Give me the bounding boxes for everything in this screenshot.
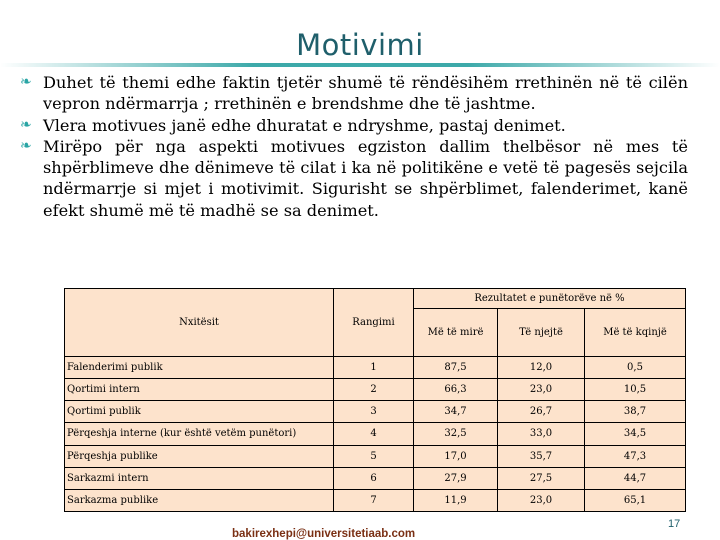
- value-cell: 44,7: [585, 467, 686, 489]
- header-factor: Nxitësit: [65, 289, 334, 357]
- table-row: [65, 489, 686, 511]
- factor-cell: Falenderimi publik: [65, 357, 334, 379]
- value-cell: 34,7: [414, 401, 498, 423]
- value-cell: 12,0: [498, 357, 585, 379]
- value-cell: 47,3: [585, 445, 686, 467]
- title-underline: [0, 63, 720, 67]
- value-cell: 27,9: [414, 467, 498, 489]
- factor-cell: Sarkazmi intern: [65, 467, 334, 489]
- results-table: [64, 288, 686, 512]
- value-cell: 87,5: [414, 357, 498, 379]
- value-cell: 27,5: [498, 467, 585, 489]
- value-cell: 65,1: [585, 489, 686, 511]
- value-cell: 35,7: [498, 445, 585, 467]
- value-cell: 17,0: [414, 445, 498, 467]
- value-cell: 23,0: [498, 489, 585, 511]
- value-cell: 10,5: [585, 379, 686, 401]
- table-row: [65, 467, 686, 489]
- value-cell: 26,7: [498, 401, 585, 423]
- bullet-icon: ❧: [20, 137, 32, 154]
- value-cell: 34,5: [585, 423, 686, 445]
- value-cell: 32,5: [414, 423, 498, 445]
- bullet-text: Vlera motivues janë edhe dhuratat e ndryshme, pastaj denimet.: [43, 115, 566, 135]
- header-rank: Rangimi: [334, 289, 414, 357]
- page-number: 17: [668, 518, 681, 530]
- factor-cell: Përqeshja publike: [65, 445, 334, 467]
- bullet-item: [16, 115, 688, 136]
- bullet-item: [16, 72, 688, 115]
- value-cell: 66,3: [414, 379, 498, 401]
- value-cell: 38,7: [585, 401, 686, 423]
- factor-cell: Qortimi publik: [65, 401, 334, 423]
- bullet-list: [16, 72, 688, 221]
- bullet-text: Duhet të themi edhe faktin tjetër shumë të rëndësihëm rrethinën në të cilën vepron ndërmarrja ; rrethinën e brendshme dhe të jashtme.: [43, 73, 688, 114]
- footer-email: bakirexhepi@universitetiaab.com: [232, 528, 416, 540]
- table-row: [65, 401, 686, 423]
- table-row: [65, 379, 686, 401]
- value-cell: 0,5: [585, 357, 686, 379]
- rank-cell: 7: [334, 489, 414, 511]
- bullet-icon: ❧: [20, 74, 32, 90]
- rank-cell: 4: [334, 423, 414, 445]
- header-better: Më të mirë: [414, 309, 498, 357]
- header-results-group: Rezultatet e punëtorëve në %: [414, 289, 686, 309]
- factor-cell: Qortimi intern: [65, 379, 334, 401]
- bullet-text: Mirëpo për nga aspekti motivues egziston dallim thelbësor në mes të shpërblimeve dhe dënimeve të cilat i ka në politikëne e vetë të pagesës sejcila ndërmarrje si mjet i motivimit. Sigurisht se shpërblimet, falenderimet, kanë efekt shumë më të madhë se sa denimet.: [43, 136, 688, 220]
- header-worse: Më të kqinjë: [585, 309, 686, 357]
- value-cell: 11,9: [414, 489, 498, 511]
- rank-cell: 6: [334, 467, 414, 489]
- rank-cell: 2: [334, 379, 414, 401]
- factor-cell: Sarkazma publike: [65, 489, 334, 511]
- value-cell: 33,0: [498, 423, 585, 445]
- slide-title: Motivimi: [296, 28, 424, 62]
- factor-cell: Përqeshja interne (kur është vetëm punëtori): [65, 423, 334, 445]
- value-cell: 23,0: [498, 379, 585, 401]
- table-row: [65, 423, 686, 445]
- bullet-item: [16, 136, 688, 221]
- rank-cell: 1: [334, 357, 414, 379]
- header-same: Të njejtë: [498, 309, 585, 357]
- slide-title-wrap: [0, 28, 720, 62]
- rank-cell: 5: [334, 445, 414, 467]
- bullet-icon: ❧: [20, 116, 32, 133]
- table-row: [65, 445, 686, 467]
- rank-cell: 3: [334, 401, 414, 423]
- table-row: [65, 357, 686, 379]
